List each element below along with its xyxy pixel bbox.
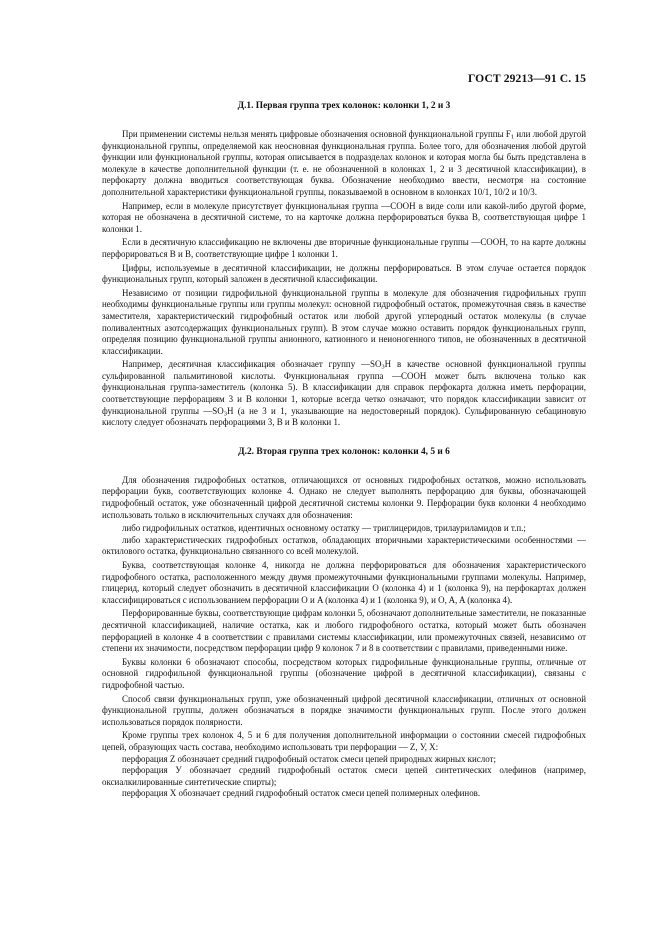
text-run: Например, десятичная классификация обозначает группу —SO (122, 359, 382, 370)
subscript: 3 (381, 363, 385, 371)
section-2-paragraph-5: Перфорированные буквы, соответствующие цифрам колонки 5, обозначают дополнительные заместители, не показанные десятичной классификацией, наличие остатка, как и любого гидрофобного остатка, который может быть обозначен перфорацией в колонке 4 в соответствии с правилами системы классификации, или промежуточных связей, независимо от степени их значимости, посредством перфорации цифр 9 колонок 7 и 8 в соответствии с правилами, приведенными ниже. (102, 608, 586, 654)
document-page (102, 72, 586, 800)
section-1-paragraph-6 (102, 359, 586, 429)
text-run: H (а не 3 и 1, указывающие на недостоверный порядок). Сульфированную себациновую кислоту следует обозначать перфорациями 3, B и B колонки 1. (102, 405, 587, 428)
section-1-title: Д.1. Первая группа трех колонок: колонки 1, 2 и 3 (237, 101, 451, 111)
section-2-paragraph-3: либо характеристических гидрофобных остатков, обладающих вторичными характеристическими особенностями — октилового остатка, функционально связанного со всей молекулой. (102, 534, 586, 557)
page-header: ГОСТ 29213—91 С. 15 (468, 72, 586, 85)
section-2-title: Д.2. Вторая группа трех колонок: колонки 4, 5 и 6 (238, 446, 450, 457)
section-1-paragraph-5: Независимо от позиции гидрофильной функциональной группы в молекуле для обозначения гидрофильных групп необходимы функциональные группы или группы молекул: основной гидрофобный остаток, промежуточная связь в качестве заместителя, характеристический гидрофобный остаток или любой другой углеродный остаток молекулы (в случае поливалентных азотсодержащих функциональных групп). В этом случае можно оставить порядок функциональных групп, определяя позицию функциональной группы анионного, катионного и неионогенного типов, не обозначенных в десятичной классификации. (102, 287, 586, 356)
section-2-paragraph-2: либо гидрофильных остатков, идентичных основному остатку — триглицеридов, трилауриламидов и т.п.; (122, 523, 526, 534)
section-1-paragraph-4: Цифры, используемые в десятичной классификации, не должны перфорироваться. В этом случае остается порядок функциональных групп, который заложен в десятичной классификации. (102, 262, 586, 285)
section-2-paragraph-1: Для обозначения гидрофобных остатков, отличающихся от основных гидрофобных остатков, можно использовать перфорации букв, соответствующих колонке 4. Однако не следует выполнять перфорацию для буквы, обозначающей гидрофобный остаток, уже обозначенный цифрой десятичной системы колонки 9. Перфорации букв колонки 4 необходимо использовать только в исключительных случаях для обозначения: (102, 474, 586, 520)
section-1-paragraph-3: Если в десятичную классификацию не включены две вторичные функциональные группы —COOH, то на карте должны перфорироваться B и B, соответствующие цифре 1 колонки 1. (102, 237, 586, 259)
section-1-paragraph-2: Например, если в молекуле присутствует функциональная группа —COOH в виде соли или какой-либо другой форме, которая не обозначена в десятичной системе, то на карточке должна перфорироваться буква B, соответствующая цифре 1 колонки 1. (102, 200, 586, 234)
text-run: При применении системы нельзя менять цифровые обозначения основной функциональной группы F (122, 129, 511, 139)
subscript: 1 (510, 133, 515, 141)
text-run: или любой другой функциональной группы, определяемой как неосновная функциональная группа. Более того, для обозначения любой другой функции или функциональной группы, которая описывается в подразделах колонок и которая могла бы быть представлена в молекуле в качестве дополнительной функции (т. е. не обозначенной в колонках 1, 2 и 3 десятичной классификации), в перфокарту должна вводиться соответствующая буква. Обозначение необходимо ввести, несмотря на состояние дополнительной характеристики функциональной группы, показываемой в основном в колонках 10/1, 10/2 и 10/3. (102, 129, 586, 197)
section-2-paragraph-7: Способ связи функциональных групп, уже обозначенный цифрой десятичной классификации, отличных от основной функциональной группы, должен обозначаться в порядке значимости функциональных групп. После этого должен использоваться порядок полярности. (102, 693, 586, 727)
section-2-paragraph-6: Буквы колонки 6 обозначают способы, посредством которых гидрофильные функциональные группы, отличные от основной гидрофильной функциональной группы (обозначение цифрой в десятичной классификации), связаны с гидрофобной частью. (102, 656, 586, 690)
text-run: H в качестве основной функциональной группы сульфированной пальмитиновой кислоты. Функциональная группа —COOH может быть включена только как функциональная группа-заместитель (колонка 5). В классификации для справок перфокарта должна иметь перфорации, соответствующие перфорациям 3 и B колонки 1, которые всегда четко означают, что порядок классификации зависит от функциональной группы —SO (102, 359, 586, 416)
section-2-paragraph-8: Кроме группы трех колонок 4, 5 и 6 для получения дополнительной информации о состоянии смесей гидрофобных цепей, образующих часть состава, необходимо использовать три перфорации — Z, У, X: (102, 730, 586, 752)
subscript: 3 (223, 410, 227, 418)
section-2-paragraph-11: перфорация X обозначает средний гидрофобный остаток смеси цепей полимерных олефинов. (122, 788, 481, 799)
section-2-paragraph-9: перфорация Z обозначает средний гидрофобный остаток смеси цепей природных жирных кислот; (122, 753, 496, 764)
section-2-paragraph-10: перфорация У обозначает средний гидрофобный остаток смеси цепей синтетических олефинов (например, оксиалкилированные синтетические спирты); (102, 765, 586, 787)
section-2-paragraph-4: Буква, соответствующая колонке 4, никогда не должна перфорироваться для обозначения характеристического гидрофобного остатка, расположенного между двумя промежуточными функциональными группами молекулы. Например, глицерид, который следует обозначить в десятичной классификации O (колонка 4) и 1 (колонка 9), на перфокартах должен классифицироваться с использованием перфорации O и A (колонка 4) и 1 (колонка 9), и O, A, A (колонка 4). (102, 560, 586, 605)
section-1-paragraph-1 (102, 129, 586, 199)
